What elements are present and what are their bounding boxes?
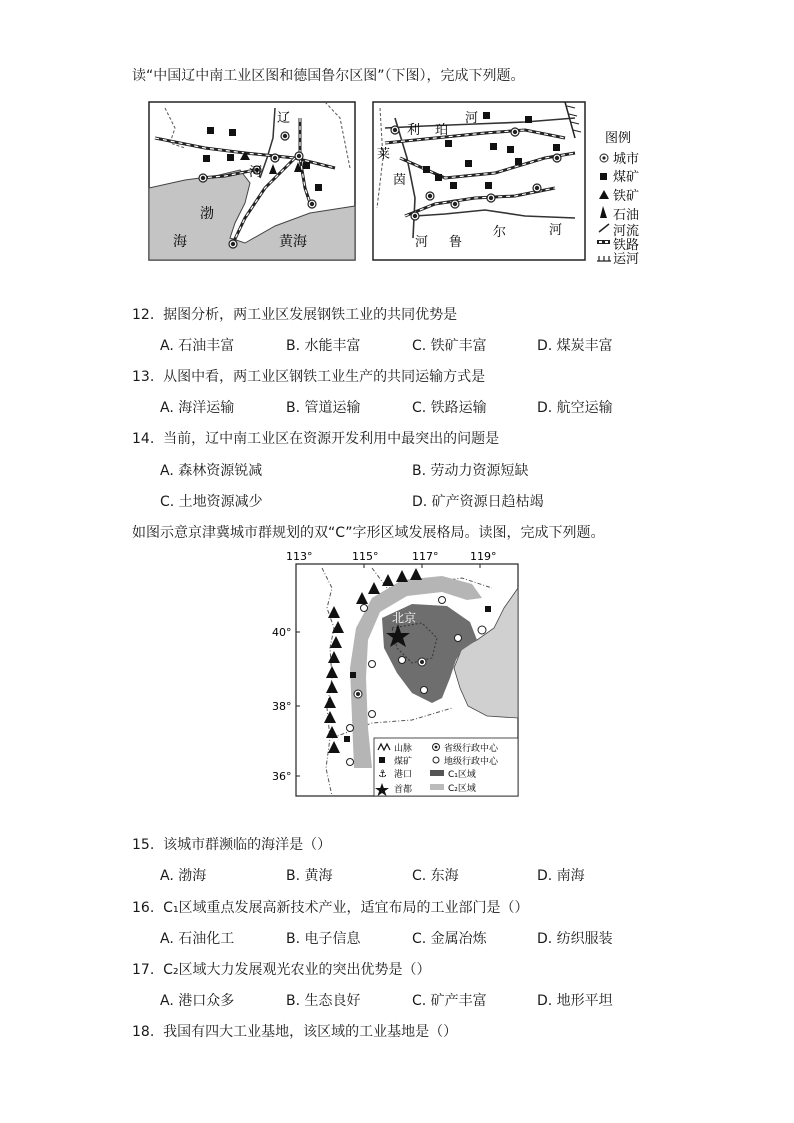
svg-text:C₂区域: C₂区域	[448, 784, 476, 794]
svg-text:港口: 港口	[394, 770, 413, 780]
liaozhongnan-map	[149, 102, 355, 260]
svg-text:运河: 运河	[613, 252, 640, 264]
map1-legend	[597, 131, 639, 264]
svg-text:莱: 莱	[377, 147, 391, 162]
q14-option-d[interactable]: D. 矿产资源日趋枯竭	[412, 494, 544, 510]
svg-text:海: 海	[173, 234, 187, 250]
q13-option-c[interactable]: C. 铁路运输	[412, 400, 487, 416]
svg-text:36°: 36°	[272, 770, 292, 783]
q15-option-a[interactable]: A. 渤海	[160, 868, 207, 884]
svg-text:117°: 117°	[412, 550, 439, 563]
q13-option-d[interactable]: D. 航空运输	[537, 400, 613, 416]
liaoning-ruhr-map-figure	[145, 98, 655, 264]
svg-text:煤矿: 煤矿	[394, 757, 413, 767]
svg-text:38°: 38°	[272, 700, 292, 713]
question-18-stem: 18. 我国有四大工业基地，该区域的工业基地是（）	[132, 1024, 458, 1040]
svg-text:地级行政中心: 地级行政中心	[444, 757, 499, 767]
svg-text:尔: 尔	[493, 225, 507, 240]
question-16-stem: 16. C₁区域重点发展高新技术产业，适宜布局的工业部门是（）	[132, 900, 529, 916]
ruhr-map	[373, 102, 585, 260]
q14-option-b[interactable]: B. 劳动力资源短缺	[412, 463, 529, 479]
svg-text:煤矿: 煤矿	[613, 170, 640, 185]
q15-option-c[interactable]: C. 东海	[412, 868, 459, 884]
q12-option-b[interactable]: B. 水能丰富	[286, 338, 361, 354]
intro-text-2: 如图示意京津冀城市群规划的双“C”字形区域发展格局。读图，完成下列题。	[132, 525, 605, 541]
svg-text:⚓: ⚓	[378, 769, 387, 780]
svg-text:北京: 北京	[392, 611, 417, 625]
svg-text:珀: 珀	[435, 123, 449, 138]
question-12-stem: 12. 据图分析，两工业区发展钢铁工业的共同优势是	[132, 307, 458, 323]
q17-option-b[interactable]: B. 生态良好	[286, 993, 361, 1009]
svg-text:河: 河	[465, 111, 479, 126]
question-14-stem: 14. 当前，辽中南工业区在资源开发利用中最突出的问题是	[132, 431, 500, 447]
svg-text:渤: 渤	[200, 206, 214, 222]
svg-text:首都: 首都	[394, 785, 413, 795]
svg-text:河: 河	[415, 235, 429, 250]
q13-option-a[interactable]: A. 海洋运输	[160, 400, 235, 416]
svg-text:山脉: 山脉	[394, 744, 413, 754]
svg-text:40°: 40°	[272, 626, 292, 639]
q14-option-c[interactable]: C. 土地资源减少	[160, 494, 263, 510]
jingjinji-map-figure	[272, 548, 524, 800]
svg-text:石油: 石油	[613, 208, 640, 223]
svg-text:113°: 113°	[286, 550, 313, 563]
svg-text:鲁: 鲁	[449, 235, 463, 250]
svg-text:黄海: 黄海	[279, 234, 307, 250]
q12-option-a[interactable]: A. 石油丰富	[160, 338, 235, 354]
svg-text:图例: 图例	[605, 131, 632, 146]
intro-text-1: 读“中国辽中南工业区图和德国鲁尔区图”（下图），完成下列题。	[132, 68, 525, 84]
map2-legend	[374, 738, 518, 796]
q16-option-b[interactable]: B. 电子信息	[286, 931, 361, 947]
svg-text:119°: 119°	[470, 550, 497, 563]
question-17-stem: 17. C₂区域大力发展观光农业的突出优势是（）	[132, 962, 431, 978]
q17-option-a[interactable]: A. 港口众多	[160, 993, 235, 1009]
q12-option-d[interactable]: D. 煤炭丰富	[537, 338, 613, 354]
q16-option-d[interactable]: D. 纺织服装	[537, 931, 613, 947]
q17-option-c[interactable]: C. 矿产丰富	[412, 993, 487, 1009]
q14-option-a[interactable]: A. 森林资源锐减	[160, 463, 263, 479]
svg-text:辽: 辽	[277, 111, 291, 126]
svg-text:茵: 茵	[393, 173, 407, 188]
q17-option-d[interactable]: D. 地形平坦	[537, 993, 613, 1009]
svg-text:115°: 115°	[352, 550, 379, 563]
q15-option-b[interactable]: B. 黄海	[286, 868, 333, 884]
question-15-stem: 15. 该城市群濒临的海洋是（）	[132, 837, 332, 853]
svg-text:河: 河	[549, 223, 563, 238]
question-13-stem: 13. 从图中看，两工业区钢铁工业生产的共同运输方式是	[132, 369, 486, 385]
q12-option-c[interactable]: C. 铁矿丰富	[412, 338, 487, 354]
svg-text:河: 河	[249, 165, 263, 180]
svg-text:铁矿: 铁矿	[613, 189, 640, 204]
q15-option-d[interactable]: D. 南海	[537, 868, 585, 884]
svg-text:利: 利	[407, 123, 421, 138]
svg-text:省级行政中心: 省级行政中心	[444, 744, 499, 754]
q16-option-a[interactable]: A. 石油化工	[160, 931, 235, 947]
svg-text:C₁区域: C₁区域	[448, 770, 476, 780]
svg-text:城市: 城市	[613, 152, 640, 167]
svg-text:河流: 河流	[613, 224, 640, 239]
q13-option-b[interactable]: B. 管道运输	[286, 400, 361, 416]
q16-option-c[interactable]: C. 金属冶炼	[412, 931, 487, 947]
svg-text:铁路: 铁路	[613, 238, 640, 253]
